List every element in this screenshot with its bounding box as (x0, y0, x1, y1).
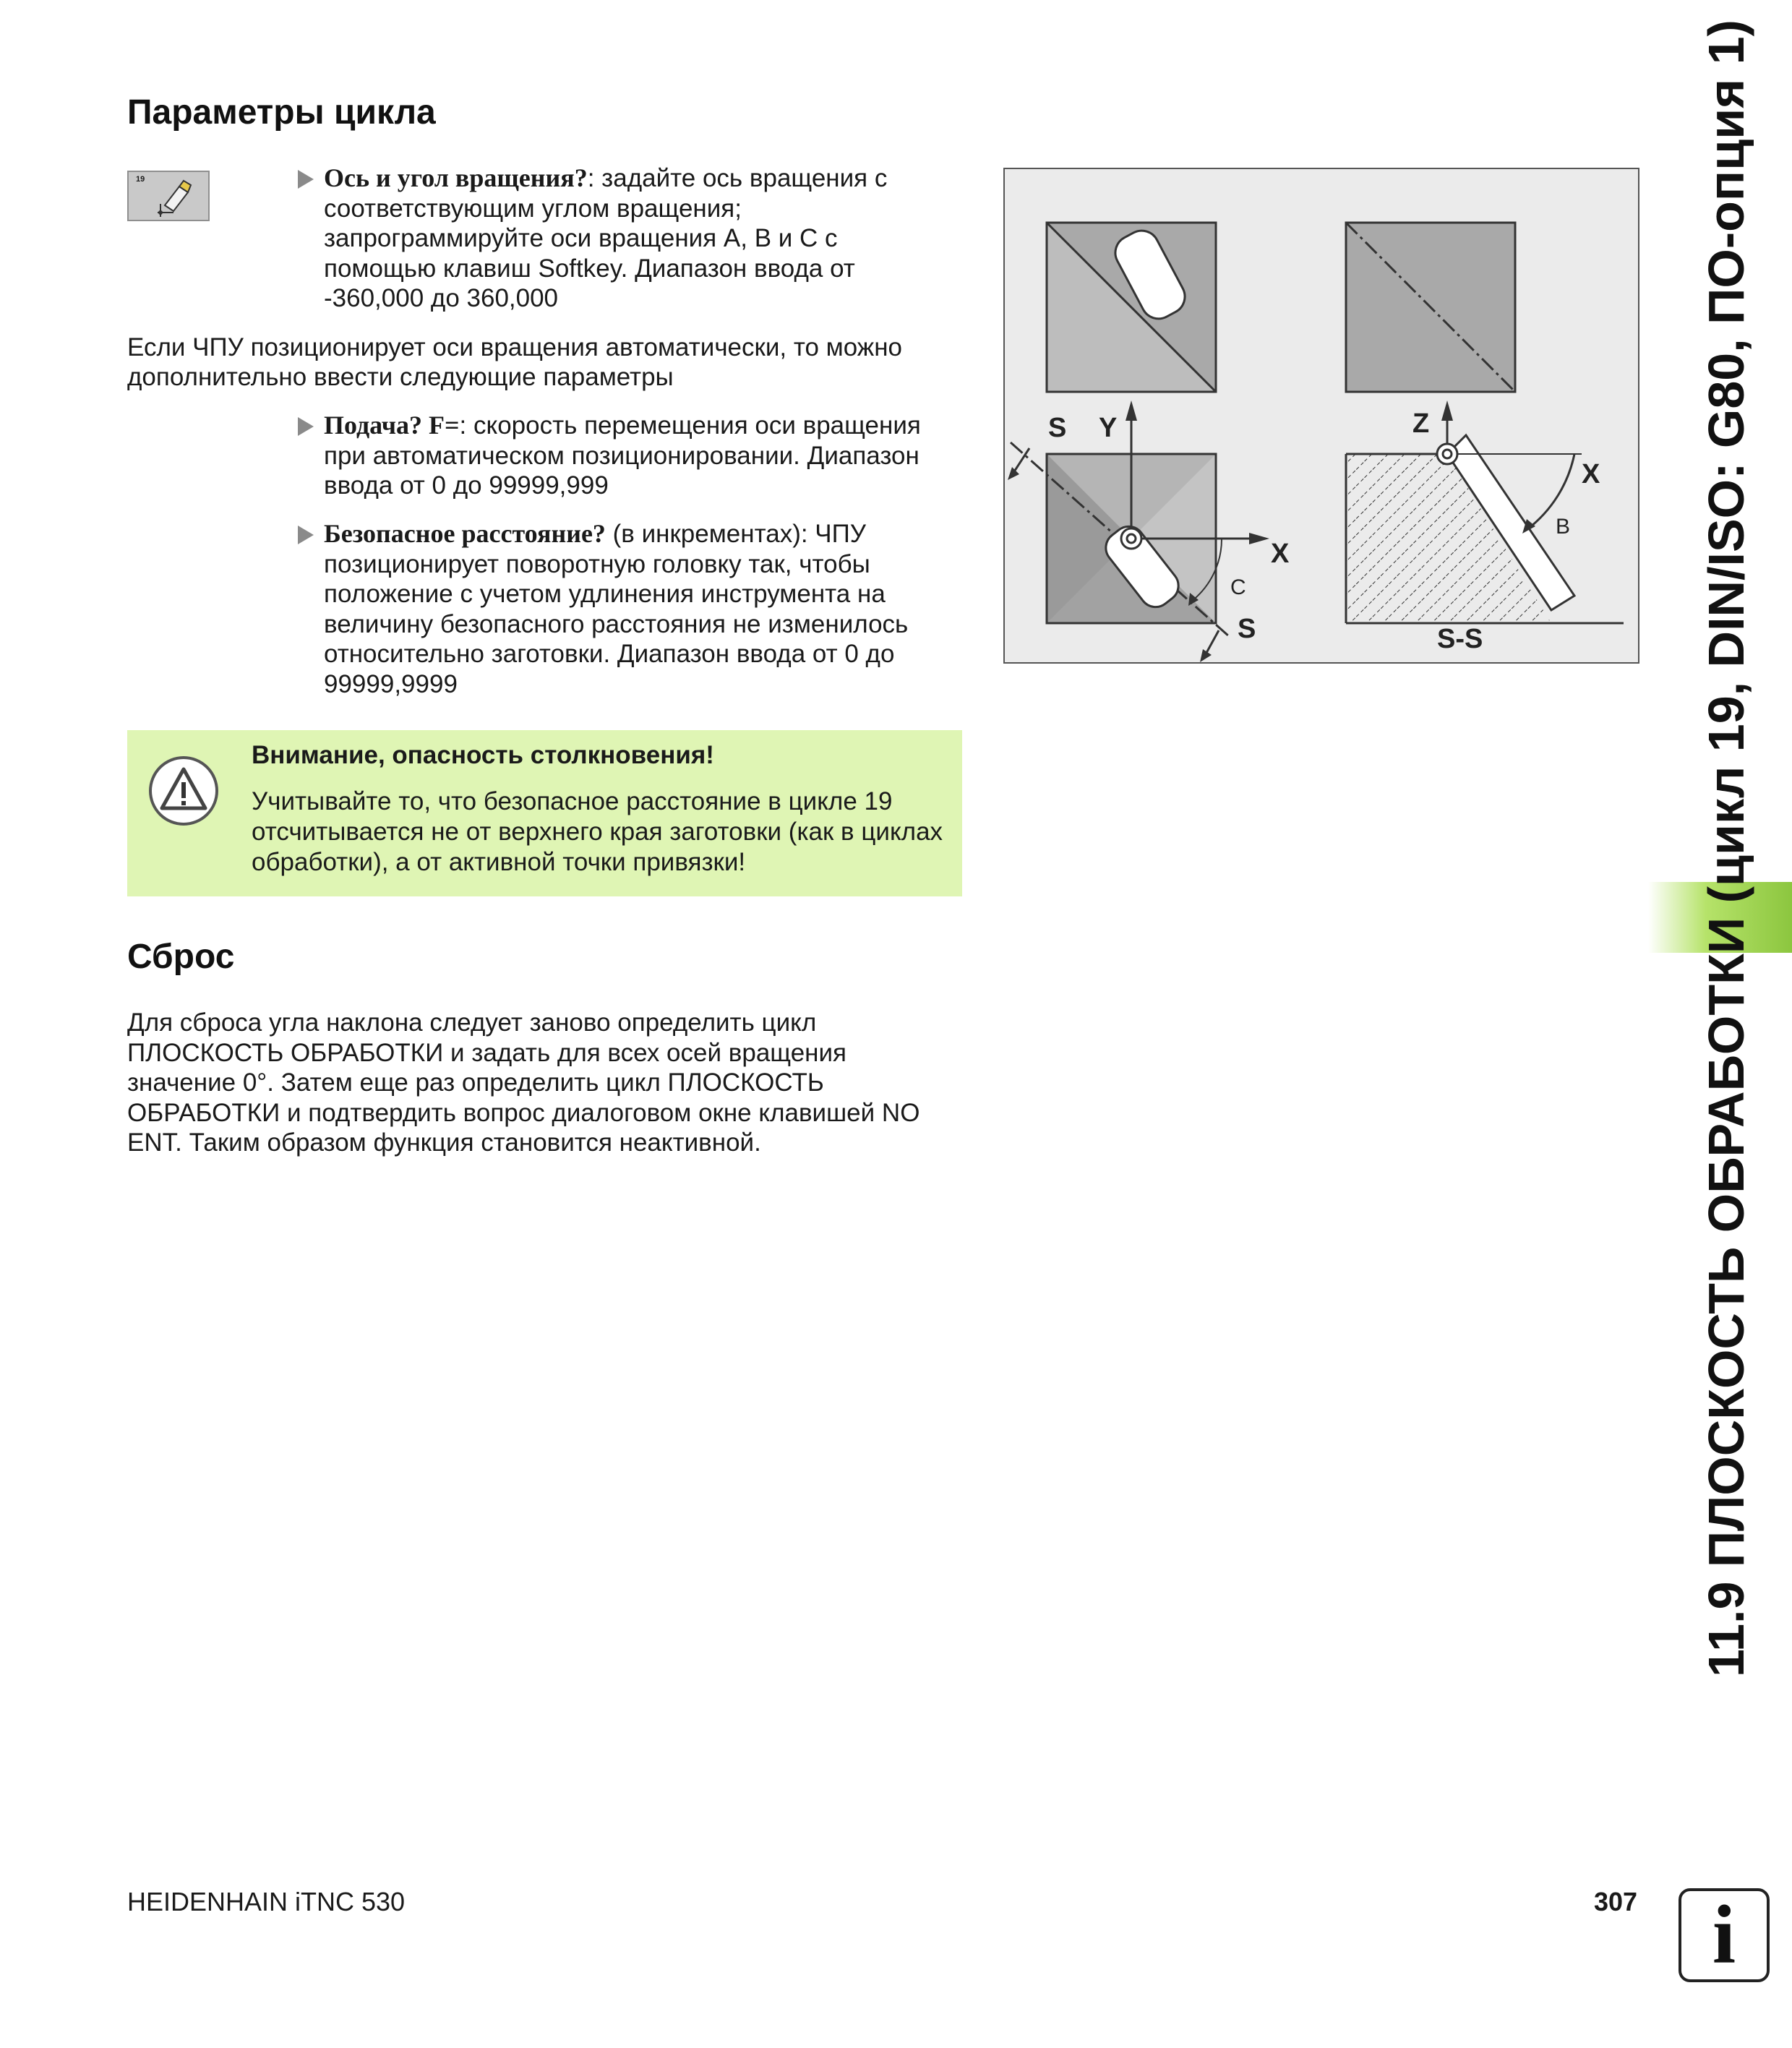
bullet-arrow-icon (298, 170, 314, 189)
intro-paragraph: Если ЧПУ позиционирует оси вращения автоматически, то можно дополнительно ввести следующие параметры (127, 333, 902, 391)
section-title-cycle-parameters: Параметры цикла (127, 93, 436, 132)
bullet-arrow-icon (298, 417, 314, 436)
tilt-plane-icon (129, 172, 208, 220)
tilted-plane-figure (1003, 168, 1639, 664)
cycle19-softkey-icon: 19 (127, 171, 210, 221)
warning-text: Учитывайте то, что безопасное расстояние в цикле 19 отсчитывается не от верхнего края заготовки (как в циклах обработки), а от активной точки привязки! (252, 787, 943, 876)
label-c: C (1230, 575, 1246, 599)
reset-paragraph: Для сброса угла наклона следует заново определить цикл ПЛОСКОСТЬ ОБРАБОТКИ и задать для всех осей вращения значение 0°. Затем еще раз определить цикл ПЛОСКОСТЬ ОБРАБОТКИ и подтвердить вопрос диалоговом окне клавишей NO ENT. Таким образом функция становится неактивной. (127, 1008, 920, 1157)
chapter-sidebar-title: 11.9 ПЛОСКОСТЬ ОБРАБОТКИ (цикл 19, DIN/ISO: G80, ПО-опция 1) (1698, 20, 1754, 1677)
page-number: 307 (1594, 1887, 1638, 1916)
param-feed-rate: Подача? F=: скорость перемещения оси вращения при автоматическом позиционировании. Диапазон ввода от 0 до 99999,999 (324, 411, 960, 501)
label-y: Y (1099, 413, 1118, 443)
collision-warning-box (127, 730, 962, 896)
section-title-reset: Сброс (127, 938, 235, 976)
label-z: Z (1412, 408, 1430, 439)
footer-product-name: HEIDENHAIN iTNC 530 (127, 1887, 406, 1916)
bullet-arrow-icon (298, 526, 314, 544)
param-rotation-axis: Ось и угол вращения?: задайте ось вращения с соответствующим углом вращения; запрограммируйте оси вращения A, B и C с помощью клавиш Softkey. Диапазон ввода от -360,000 до 360,000 (324, 163, 946, 314)
warning-title: Внимание, опасность столкновения! (252, 741, 714, 769)
label-s-bottom: S (1238, 614, 1256, 644)
top-left-square (1047, 223, 1216, 392)
label-x-left: X (1271, 539, 1290, 569)
warning-triangle-icon (147, 755, 220, 827)
top-right-square (1346, 223, 1515, 392)
label-x-right: X (1582, 459, 1600, 489)
info-icon: i (1679, 1888, 1770, 1982)
param-safety-clearance: Безопасное расстояние? (в инкрементах): ЧПУ позиционирует поворотную головку так, чтобы положение с учетом удлинения инструмента на величину безопасного расстояния не изменилось относительно заготовки. Диапазон ввода от 0 до 99999,9999 (324, 519, 960, 699)
label-b: B (1556, 515, 1571, 539)
label-s-top: S (1048, 413, 1067, 443)
label-section-ss: S-S (1437, 624, 1483, 654)
